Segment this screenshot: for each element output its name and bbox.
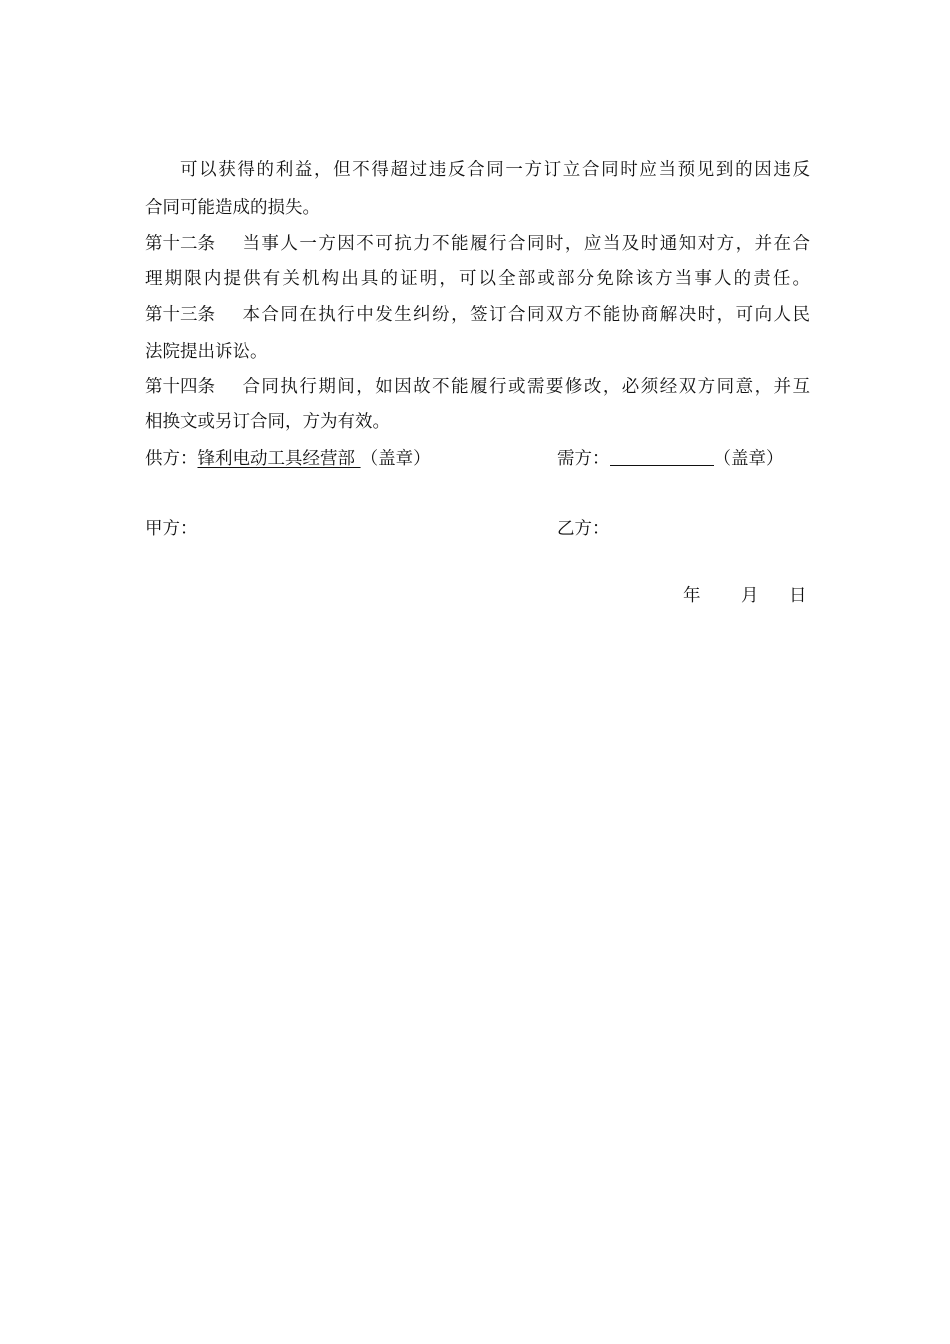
supplier-signature [145,447,431,471]
clause-14-line-1 [145,375,810,399]
date-year: 年 [683,586,701,606]
demander-name-blank[interactable] [610,447,714,466]
clause-12-text-1: 当事人一方因不可抗力不能履行合同时，应当及时通知对方，并在合 [241,234,810,254]
demander-signature [557,447,784,471]
clause-12-label: 第十二条 [145,234,215,254]
clause-12-line-2: 理期限内提供有关机构出具的证明，可以全部或部分免除该方当事人的责任。 [145,269,810,289]
supplier-name: 锋利电动工具经营部 [197,449,355,469]
clause-12-line-1 [145,232,810,256]
clause-13-text-1: 本合同在执行中发生纠纷，签订合同双方不能协商解决时，可向人民 [241,305,810,325]
paragraph-continuation-line-1: 可以获得的利益，但不得超过违反合同一方订立合同时应当预见到的因违反 [180,160,810,180]
clause-14-label: 第十四条 [145,377,215,397]
clause-13-line-2: 法院提出诉讼。 [145,342,268,362]
clause-14-text-1: 合同执行期间，如因故不能履行或需要修改，必须经双方同意，并互 [241,377,810,397]
demander-seal: （盖章） [713,449,784,469]
supplier-seal: （盖章） [360,449,431,469]
clause-13-label: 第十三条 [145,305,215,325]
demander-label: 需方： [557,449,610,469]
paragraph-continuation-line-2: 合同可能造成的损失。 [145,198,320,218]
date-month: 月 [741,586,759,606]
date-day: 日 [789,586,807,606]
clause-13-line-1 [145,303,810,327]
party-a-label: 甲方： [145,519,198,539]
clause-14-line-2: 相换文或另订合同，方为有效。 [145,412,390,432]
party-b-label: 乙方： [557,519,610,539]
supplier-label: 供方： [145,449,198,469]
